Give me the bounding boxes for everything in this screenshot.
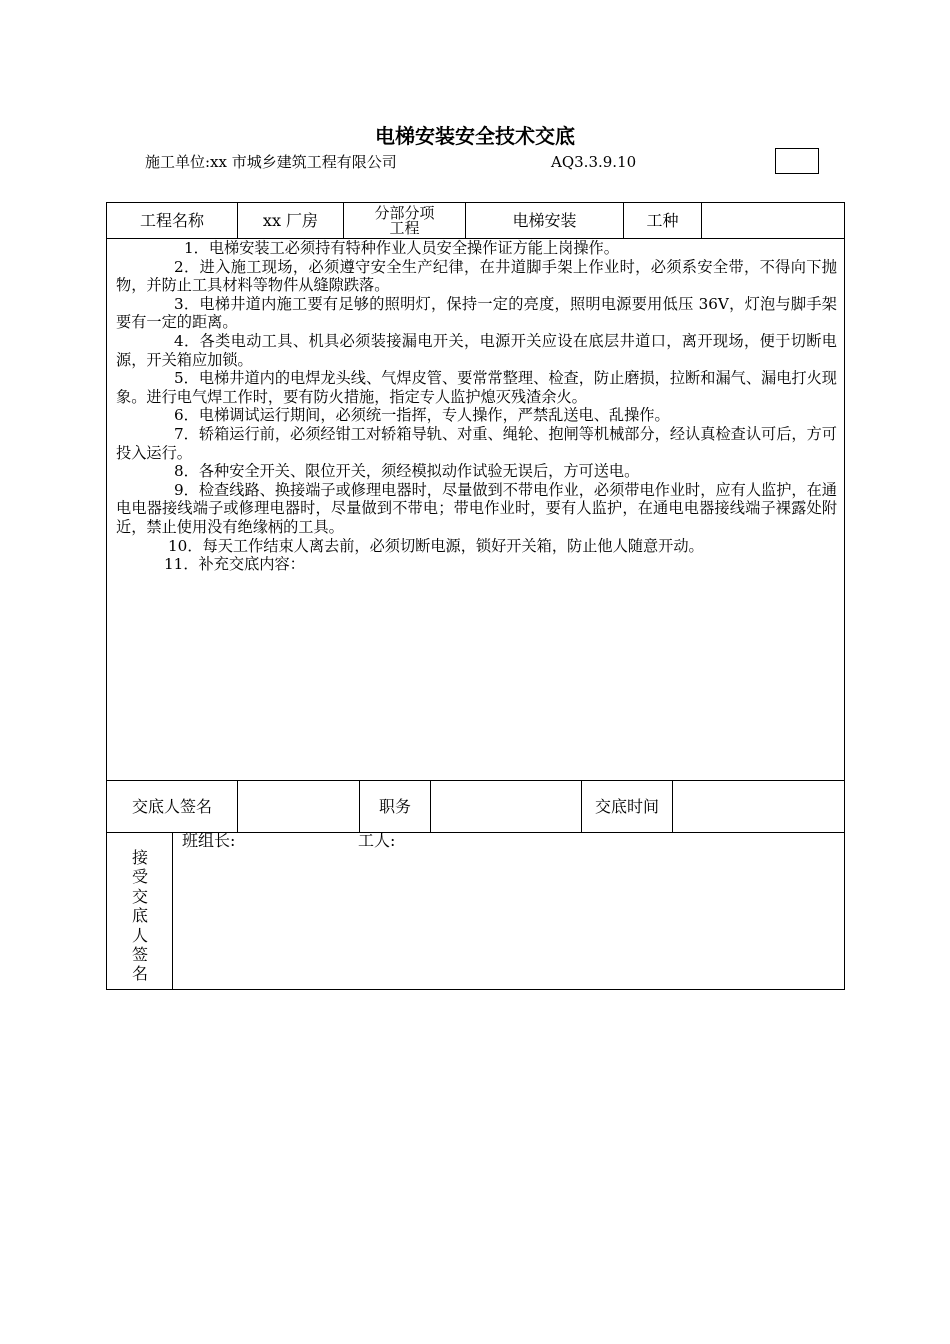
receiver-label-char: 受	[131, 867, 148, 887]
time-label: 交底时间	[594, 796, 659, 816]
team-leader-label: 班组长:	[182, 831, 236, 850]
receiver-label-char: 名	[131, 964, 148, 984]
trade-label: 工种	[646, 210, 679, 230]
receiver-label-char: 接	[131, 848, 148, 867]
receiver-label-char: 人	[131, 925, 148, 945]
content-item: 2．进入施工现场，必须遵守安全生产纪律，在井道脚手架上作业时，必须系安全带，不得向下抛物，并防止工具材料等物件从缝隙跌落。	[116, 257, 837, 295]
number-box[interactable]	[775, 148, 819, 174]
position-label: 职务	[378, 796, 411, 816]
subproject-label-line1: 分部分项	[374, 203, 435, 222]
content-item: 10．每天工作结束人离去前，必须切断电源，锁好开关箱，防止他人随意开动。	[168, 536, 704, 555]
content-item: 7．轿箱运行前，必须经钳工对轿箱导轨、对重、绳轮、抱闸等机械部分，经认真检查认可后，方可投入运行。	[116, 424, 837, 462]
subproject-value[interactable]: 电梯安装	[512, 210, 577, 230]
document-code: AQ3.3.9.10	[551, 153, 637, 171]
content-item: 5．电梯井道内的电焊龙头线、气焊皮管、要常常整理、检查，防止磨损，拉断和漏气、漏电打火现象。进行电气焊工作时，要有防火措施，指定专人监护熄灭残渣余火。	[116, 369, 837, 406]
receiver-label-char: 签	[131, 945, 148, 965]
receiver-signature-area[interactable]	[173, 833, 844, 989]
receiver-label-char: 底	[131, 906, 148, 926]
construction-unit: 施工单位:xx 市城乡建筑工程有限公司	[145, 153, 397, 171]
content-item: 8．各种安全开关、限位开关，须经模拟动作试验无误后，方可送电。	[174, 462, 640, 481]
receiver-label	[129, 848, 151, 984]
subproject-label	[344, 203, 465, 238]
project-name-label: 工程名称	[139, 210, 204, 230]
receiver-label-char: 交	[131, 886, 148, 906]
presenter-label: 交底人签名	[131, 796, 212, 816]
disclosure-table	[106, 202, 845, 990]
content-item: 3．电梯井道内施工要有足够的照明灯，保持一定的亮度，照明电源要用低压 36V，灯泡与脚手架要有一定的距离。	[116, 294, 837, 332]
document-title: 电梯安装安全技术交底	[375, 124, 575, 148]
content-item: 11．补充交底内容：	[164, 555, 305, 574]
trade-value[interactable]	[702, 203, 844, 238]
worker-label: 工人:	[358, 831, 396, 850]
time-field[interactable]	[673, 781, 844, 832]
presenter-signature-field[interactable]	[238, 781, 359, 832]
position-field[interactable]	[431, 781, 581, 832]
subproject-label-line2: 工程	[389, 218, 420, 237]
project-name-value[interactable]: xx 厂房	[262, 210, 319, 230]
content-item: 6．电梯调试运行期间，必须统一指挥，专人操作，严禁乱送电、乱操作。	[174, 406, 670, 425]
content-item: 9．检查线路、换接端子或修理电器时，尽量做到不带电作业，必须带电作业时，应有人监护，在通电电器接线端子或修理电器时，尽量做到不带电；带电作业时，要有人监护，在通电电器接线端子裸露处附近，禁止使用没有绝缘柄的工具。	[116, 480, 837, 536]
content-item: 4．各类电动工具、机具必须装接漏电开关，电源开关应设在底层井道口，离开现场，便于切断电源，开关箱应加锁。	[116, 331, 837, 369]
content-item: 1．电梯安装工必须持有特种作业人员安全操作证方能上岗操作。	[184, 239, 619, 257]
disclosure-content	[116, 239, 837, 574]
